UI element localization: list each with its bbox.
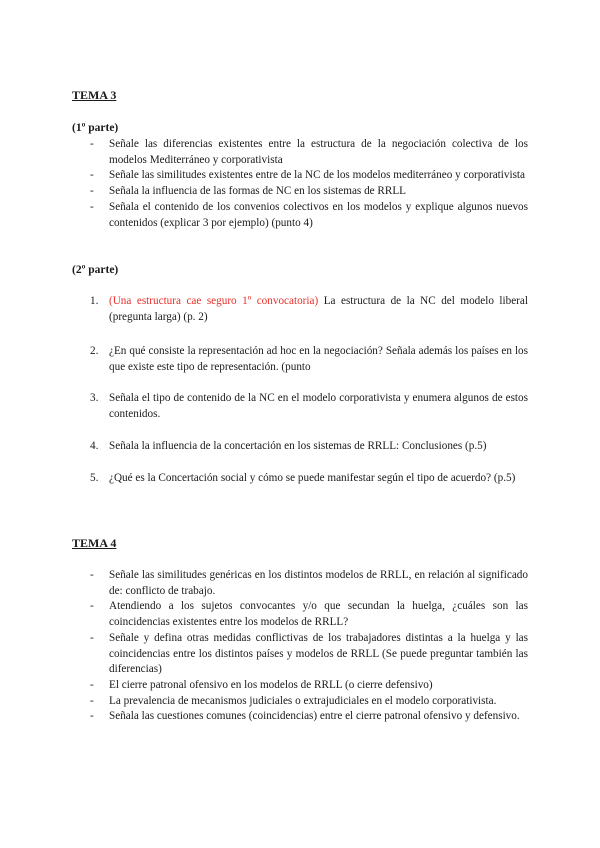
list-item: - Señale las similitudes existentes entre de la NC de los modelos mediterráneo y corporativista <box>90 168 528 184</box>
list-item: - Señala el contenido de los convenios colectivos en los modelos y explique algunos nuevos contenidos (explicar 3 por ejemplo) (punto 4) <box>90 200 528 231</box>
item-number: 4. <box>90 440 99 452</box>
numbered-item <box>90 439 528 455</box>
item-number: 1. <box>90 295 99 307</box>
numbered-item <box>90 471 528 487</box>
item-text: ¿Qué es la Concertación social y cómo se puede manifestar según el tipo de acuerdo? (p.5) <box>109 472 516 484</box>
numbered-item <box>90 391 528 422</box>
list-item: - El cierre patronal ofensivo en los modelos de RRLL (o cierre defensivo) <box>90 678 528 694</box>
tema4-heading: TEMA 4 <box>72 536 117 550</box>
item-text: ¿En qué consiste la representación ad hoc en la negociación? Señala además los países en los que existe este tipo de representación. (punto <box>109 345 528 373</box>
highlight-note: (Una estructura cae seguro 1º convocatoria) <box>109 295 319 307</box>
tema3-part1-list <box>90 137 528 231</box>
list-item: - Señale las diferencias existentes entre la estructura de la negociación colectiva de los modelos Mediterráneo y corporativista <box>90 137 528 168</box>
list-item: - Señale y defina otras medidas conflictivas de los trabajadores distintas a la huelga y las coincidencias entre los distintos países y modelos de RRLL (Se puede preguntar también las diferencias) <box>90 631 528 678</box>
item-number: 5. <box>90 472 99 484</box>
list-item: - La prevalencia de mecanismos judiciales o extrajudiciales en el modelo corporativista. <box>90 694 528 710</box>
item-text: Señala la influencia de la concertación en los sistemas de RRLL: Conclusiones (p.5) <box>109 440 487 452</box>
list-item: - Señale las similitudes genéricas en los distintos modelos de RRLL, en relación al significado de: conflicto de trabajo. <box>90 568 528 599</box>
list-item: - Señala la influencia de las formas de NC en los sistemas de RRLL <box>90 184 528 200</box>
list-item: - Atendiendo a los sujetos convocantes y/o que secundan la huelga, ¿cuáles son las coincidencias existentes entre los modelos de RRLL? <box>90 599 528 630</box>
tema4-list <box>90 568 528 725</box>
numbered-item <box>90 344 528 375</box>
list-item: - Señala las cuestiones comunes (coincidencias) entre el cierre patronal ofensivo y defensivo. <box>90 709 528 725</box>
tema3-heading: TEMA 3 <box>72 88 117 102</box>
numbered-item <box>90 294 528 325</box>
item-number: 2. <box>90 345 99 357</box>
tema3-part1-heading: (1º parte) <box>72 122 119 134</box>
tema3-part2-heading: (2º parte) <box>72 264 119 276</box>
item-number: 3. <box>90 392 99 404</box>
item-text: Señala el tipo de contenido de la NC en el modelo corporativista y enumera algunos de estos contenidos. <box>109 392 528 420</box>
item-text: La estructura de la NC del modelo liberal (pregunta larga) (p. 2) <box>109 295 528 323</box>
